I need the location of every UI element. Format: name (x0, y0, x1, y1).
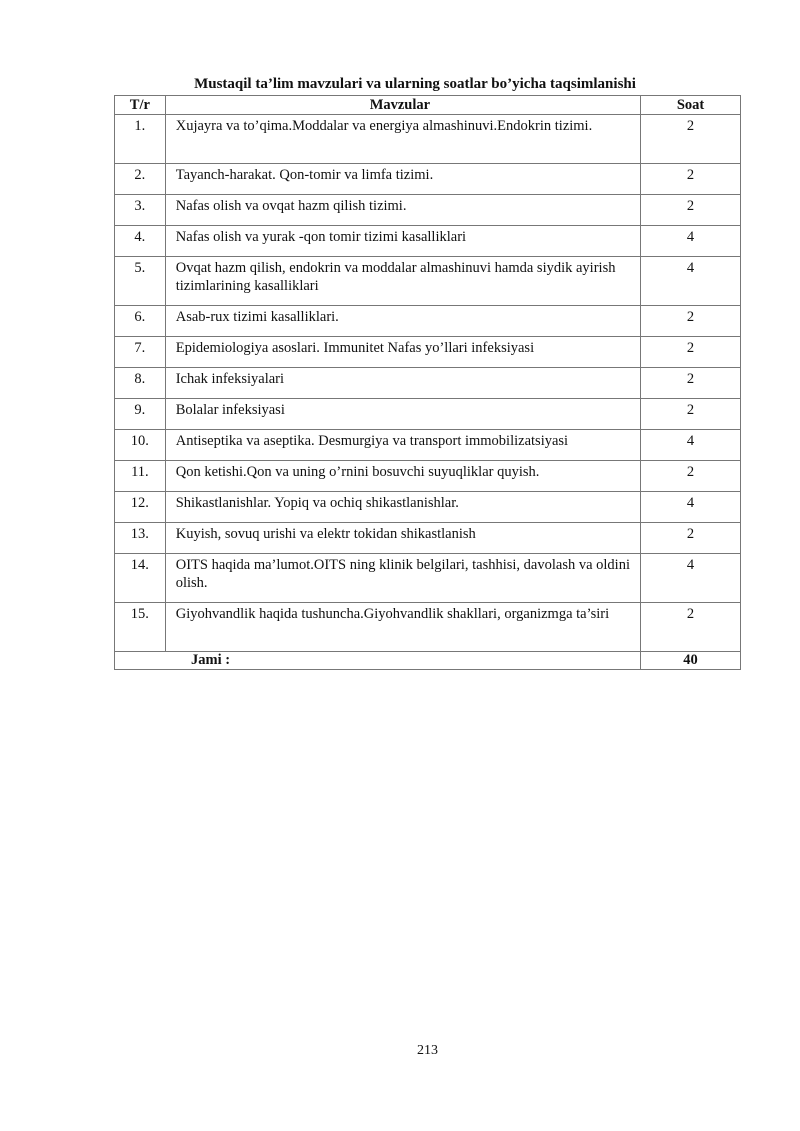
table-row (115, 368, 741, 399)
total-value: 40 (641, 652, 741, 670)
row-number: 9. (115, 399, 166, 430)
row-number: 7. (115, 337, 166, 368)
total-label: Jami : (115, 652, 641, 670)
total-row (115, 652, 741, 670)
row-topic: Shikastlanishlar. Yopiq va ochiq shikastlanishlar. (165, 492, 640, 523)
row-topic: Nafas olish va ovqat hazm qilish tizimi. (165, 195, 640, 226)
table-row (115, 195, 741, 226)
page-number: 213 (417, 1043, 438, 1058)
row-topic: Ovqat hazm qilish, endokrin va moddalar almashinuvi hamda siydik ayirish tizimlarining kasalliklari (165, 257, 640, 306)
table-row (115, 492, 741, 523)
row-number: 6. (115, 306, 166, 337)
header-number: T/r (115, 96, 166, 115)
row-number: 5. (115, 257, 166, 306)
table-row (115, 554, 741, 603)
row-hours: 4 (641, 492, 741, 523)
table-row (115, 226, 741, 257)
header-hours: Soat (641, 96, 741, 115)
row-hours: 2 (641, 368, 741, 399)
table-header-row (115, 96, 741, 115)
row-hours: 4 (641, 430, 741, 461)
row-number: 10. (115, 430, 166, 461)
row-topic: Nafas olish va yurak -qon tomir tizimi kasalliklari (165, 226, 640, 257)
row-hours: 2 (641, 306, 741, 337)
row-topic: Xujayra va to’qima.Moddalar va energiya almashinuvi.Endokrin tizimi. (165, 115, 640, 164)
table-row (115, 430, 741, 461)
row-hours: 2 (641, 195, 741, 226)
document-title: Mustaqil ta’lim mavzulari va ularning soatlar bo’yicha taqsimlanishi (194, 76, 636, 92)
table-row (115, 399, 741, 430)
row-hours: 4 (641, 257, 741, 306)
row-number: 15. (115, 603, 166, 652)
row-topic: Epidemiologiya asoslari. Immunitet Nafas yo’llari infeksiyasi (165, 337, 640, 368)
row-hours: 2 (641, 399, 741, 430)
table-row (115, 337, 741, 368)
topics-table (114, 95, 741, 670)
row-number: 1. (115, 115, 166, 164)
row-topic: Tayanch-harakat. Qon-tomir va limfa tizimi. (165, 164, 640, 195)
row-hours: 2 (641, 461, 741, 492)
row-topic: Ichak infeksiyalari (165, 368, 640, 399)
row-number: 2. (115, 164, 166, 195)
row-topic: Qon ketishi.Qon va uning o’rnini bosuvchi suyuqliklar quyish. (165, 461, 640, 492)
row-hours: 4 (641, 226, 741, 257)
row-number: 3. (115, 195, 166, 226)
row-topic: Bolalar infeksiyasi (165, 399, 640, 430)
table-row (115, 306, 741, 337)
row-hours: 2 (641, 337, 741, 368)
table-row (115, 523, 741, 554)
table-row (115, 164, 741, 195)
row-hours: 4 (641, 554, 741, 603)
table-row (115, 115, 741, 164)
row-hours: 2 (641, 603, 741, 652)
table-row (115, 257, 741, 306)
row-hours: 2 (641, 115, 741, 164)
row-topic: Antiseptika va aseptika. Desmurgiya va transport immobilizatsiyasi (165, 430, 640, 461)
row-topic: Kuyish, sovuq urishi va elektr tokidan shikastlanish (165, 523, 640, 554)
row-number: 11. (115, 461, 166, 492)
row-hours: 2 (641, 523, 741, 554)
row-number: 4. (115, 226, 166, 257)
table-row (115, 603, 741, 652)
row-hours: 2 (641, 164, 741, 195)
table-row (115, 461, 741, 492)
row-topic: Asab-rux tizimi kasalliklari. (165, 306, 640, 337)
header-topics: Mavzular (165, 96, 640, 115)
row-topic: OITS haqida ma’lumot.OITS ning klinik belgilari, tashhisi, davolash va oldini olish. (165, 554, 640, 603)
row-number: 12. (115, 492, 166, 523)
row-number: 8. (115, 368, 166, 399)
row-number: 14. (115, 554, 166, 603)
row-topic: Giyohvandlik haqida tushuncha.Giyohvandlik shakllari, organizmga ta’siri (165, 603, 640, 652)
row-number: 13. (115, 523, 166, 554)
